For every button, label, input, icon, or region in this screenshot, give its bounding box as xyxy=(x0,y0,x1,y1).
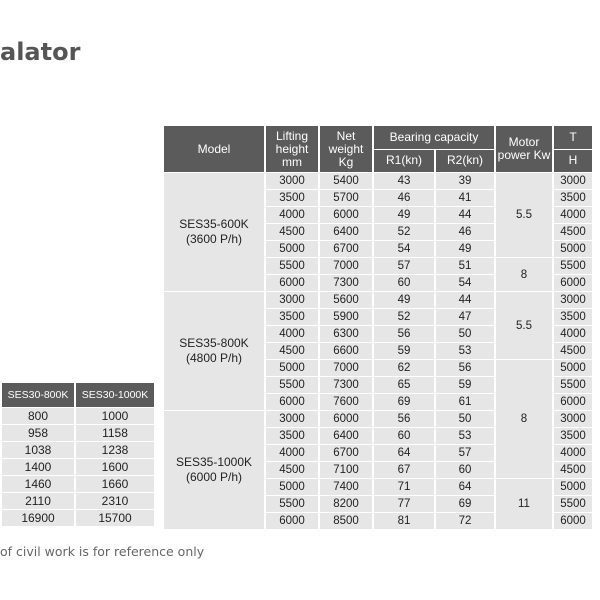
h-cell: 4000 xyxy=(554,326,592,342)
net-weight-cell: 6000 xyxy=(320,411,372,427)
h-cell: 6000 xyxy=(554,513,592,529)
model-capacity: (4800 P/h) xyxy=(185,351,243,365)
h-cell: 5500 xyxy=(554,496,592,512)
page-title: alator xyxy=(0,38,81,66)
table-row xyxy=(2,408,154,424)
h-cell: 5000 xyxy=(554,360,592,376)
motor-power-cell: 5.5 xyxy=(496,173,552,257)
header-ses30-1000k: SES30-1000K xyxy=(76,383,154,407)
r2-cell: 72 xyxy=(436,513,494,529)
net-weight-cell: 6400 xyxy=(320,428,372,444)
h-cell: 5500 xyxy=(554,258,592,274)
lifting-height-cell: 6000 xyxy=(266,394,318,410)
header-r2: R2(kn) xyxy=(436,150,494,173)
table-row xyxy=(2,442,154,458)
net-weight-cell: 7100 xyxy=(320,462,372,478)
ses30-800k-cell: 1038 xyxy=(2,442,74,458)
h-cell: 3500 xyxy=(554,309,592,325)
motor-power-cell: 8 xyxy=(496,360,552,478)
r1-cell: 49 xyxy=(374,207,434,223)
header-ses30-800k: SES30-800K xyxy=(2,383,74,407)
net-weight-cell: 5400 xyxy=(320,173,372,189)
header-h: H xyxy=(554,150,592,173)
model-name: SES35-800K xyxy=(179,336,249,350)
header-t: T xyxy=(554,126,592,149)
motor-power-cell: 5.5 xyxy=(496,292,552,359)
header-net-weight: Net weight Kg xyxy=(320,126,372,172)
r1-cell: 67 xyxy=(374,462,434,478)
net-weight-cell: 7400 xyxy=(320,479,372,495)
r2-cell: 44 xyxy=(436,292,494,308)
ses30-800k-cell: 2110 xyxy=(2,493,74,509)
table-row xyxy=(2,510,154,526)
lifting-height-cell: 5000 xyxy=(266,360,318,376)
h-cell: 6000 xyxy=(554,275,592,291)
ses30-1000k-cell: 1660 xyxy=(76,476,154,492)
r2-cell: 60 xyxy=(436,462,494,478)
header-bearing-capacity: Bearing capacity xyxy=(374,126,494,149)
lifting-height-cell: 3500 xyxy=(266,309,318,325)
h-cell: 4000 xyxy=(554,445,592,461)
r2-cell: 44 xyxy=(436,207,494,223)
footnote: of civil work is for reference only xyxy=(0,544,205,559)
r2-cell: 50 xyxy=(436,326,494,342)
lifting-height-cell: 5500 xyxy=(266,258,318,274)
r1-cell: 60 xyxy=(374,428,434,444)
r2-cell: 53 xyxy=(436,428,494,444)
header-r1: R1(kn) xyxy=(374,150,434,173)
net-weight-cell: 7300 xyxy=(320,275,372,291)
r2-cell: 56 xyxy=(436,360,494,376)
h-cell: 3000 xyxy=(554,173,592,189)
ses30-800k-cell: 1460 xyxy=(2,476,74,492)
h-cell: 6000 xyxy=(554,394,592,410)
escalator-spec-table xyxy=(162,125,594,530)
model-capacity: (6000 P/h) xyxy=(185,470,243,484)
model-name: SES35-600K xyxy=(179,217,249,231)
table-row xyxy=(2,459,154,475)
table-row xyxy=(2,493,154,509)
h-cell: 4500 xyxy=(554,224,592,240)
net-weight-cell: 7300 xyxy=(320,377,372,393)
r2-cell: 47 xyxy=(436,309,494,325)
r1-cell: 57 xyxy=(374,258,434,274)
r1-cell: 43 xyxy=(374,173,434,189)
lifting-height-cell: 5000 xyxy=(266,241,318,257)
lifting-height-cell: 5500 xyxy=(266,496,318,512)
r2-cell: 49 xyxy=(436,241,494,257)
lifting-height-cell: 3000 xyxy=(266,411,318,427)
r2-cell: 41 xyxy=(436,190,494,206)
header-model: Model xyxy=(164,126,264,172)
table-row xyxy=(164,173,592,189)
r1-cell: 46 xyxy=(374,190,434,206)
r2-cell: 50 xyxy=(436,411,494,427)
ses30-1000k-cell: 15700 xyxy=(76,510,154,526)
r2-cell: 53 xyxy=(436,343,494,359)
lifting-height-cell: 3000 xyxy=(266,173,318,189)
h-cell: 4500 xyxy=(554,462,592,478)
net-weight-cell: 6400 xyxy=(320,224,372,240)
lifting-height-cell: 6000 xyxy=(266,275,318,291)
r1-cell: 69 xyxy=(374,394,434,410)
r1-cell: 62 xyxy=(374,360,434,376)
h-cell: 4500 xyxy=(554,343,592,359)
table-row xyxy=(2,476,154,492)
net-weight-cell: 6000 xyxy=(320,207,372,223)
r1-cell: 52 xyxy=(374,309,434,325)
r1-cell: 64 xyxy=(374,445,434,461)
ses30-800k-cell: 1400 xyxy=(2,459,74,475)
r1-cell: 49 xyxy=(374,292,434,308)
net-weight-cell: 7000 xyxy=(320,258,372,274)
h-cell: 3500 xyxy=(554,428,592,444)
r2-cell: 61 xyxy=(436,394,494,410)
net-weight-cell: 7000 xyxy=(320,360,372,376)
net-weight-cell: 7600 xyxy=(320,394,372,410)
r1-cell: 71 xyxy=(374,479,434,495)
net-weight-cell: 6600 xyxy=(320,343,372,359)
net-weight-cell: 8200 xyxy=(320,496,372,512)
net-weight-cell: 8500 xyxy=(320,513,372,529)
lifting-height-cell: 4500 xyxy=(266,224,318,240)
h-cell: 5500 xyxy=(554,377,592,393)
lifting-height-cell: 4500 xyxy=(266,343,318,359)
ses30-1000k-cell: 1158 xyxy=(76,425,154,441)
r2-cell: 51 xyxy=(436,258,494,274)
header-motor-power: Motor power Kw xyxy=(496,126,552,172)
net-weight-cell: 5600 xyxy=(320,292,372,308)
r2-cell: 46 xyxy=(436,224,494,240)
model-cell xyxy=(164,173,264,291)
lifting-height-cell: 4000 xyxy=(266,445,318,461)
h-cell: 3000 xyxy=(554,292,592,308)
r2-cell: 59 xyxy=(436,377,494,393)
model-cell xyxy=(164,292,264,410)
r1-cell: 77 xyxy=(374,496,434,512)
net-weight-cell: 6700 xyxy=(320,445,372,461)
r1-cell: 81 xyxy=(374,513,434,529)
h-cell: 3000 xyxy=(554,411,592,427)
lifting-height-cell: 4000 xyxy=(266,326,318,342)
motor-power-cell: 11 xyxy=(496,479,552,529)
ses30-1000k-cell: 1000 xyxy=(76,408,154,424)
r1-cell: 65 xyxy=(374,377,434,393)
r2-cell: 64 xyxy=(436,479,494,495)
r2-cell: 54 xyxy=(436,275,494,291)
model-name: SES35-1000K xyxy=(175,455,253,469)
header-lifting-height: Lifting height mm xyxy=(266,126,318,172)
lifting-height-cell: 5000 xyxy=(266,479,318,495)
r1-cell: 56 xyxy=(374,411,434,427)
net-weight-cell: 5700 xyxy=(320,190,372,206)
lifting-height-cell: 6000 xyxy=(266,513,318,529)
r1-cell: 52 xyxy=(374,224,434,240)
net-weight-cell: 6700 xyxy=(320,241,372,257)
ses30-800k-cell: 800 xyxy=(2,408,74,424)
r2-cell: 39 xyxy=(436,173,494,189)
r2-cell: 57 xyxy=(436,445,494,461)
r1-cell: 60 xyxy=(374,275,434,291)
h-cell: 5000 xyxy=(554,241,592,257)
model-capacity: (3600 P/h) xyxy=(185,232,243,246)
net-weight-cell: 5900 xyxy=(320,309,372,325)
h-cell: 3500 xyxy=(554,190,592,206)
h-cell: 5000 xyxy=(554,479,592,495)
civil-work-table xyxy=(0,382,156,527)
lifting-height-cell: 5500 xyxy=(266,377,318,393)
ses30-1000k-cell: 1238 xyxy=(76,442,154,458)
ses30-1000k-cell: 1600 xyxy=(76,459,154,475)
r2-cell: 69 xyxy=(436,496,494,512)
r1-cell: 59 xyxy=(374,343,434,359)
lifting-height-cell: 3500 xyxy=(266,190,318,206)
net-weight-cell: 6300 xyxy=(320,326,372,342)
table-row xyxy=(2,425,154,441)
ses30-800k-cell: 16900 xyxy=(2,510,74,526)
lifting-height-cell: 4000 xyxy=(266,207,318,223)
ses30-1000k-cell: 2310 xyxy=(76,493,154,509)
lifting-height-cell: 3000 xyxy=(266,292,318,308)
table-row xyxy=(164,292,592,308)
lifting-height-cell: 3500 xyxy=(266,428,318,444)
r1-cell: 56 xyxy=(374,326,434,342)
ses30-800k-cell: 958 xyxy=(2,425,74,441)
h-cell: 4000 xyxy=(554,207,592,223)
lifting-height-cell: 4500 xyxy=(266,462,318,478)
model-cell xyxy=(164,411,264,529)
motor-power-cell: 8 xyxy=(496,258,552,291)
r1-cell: 54 xyxy=(374,241,434,257)
